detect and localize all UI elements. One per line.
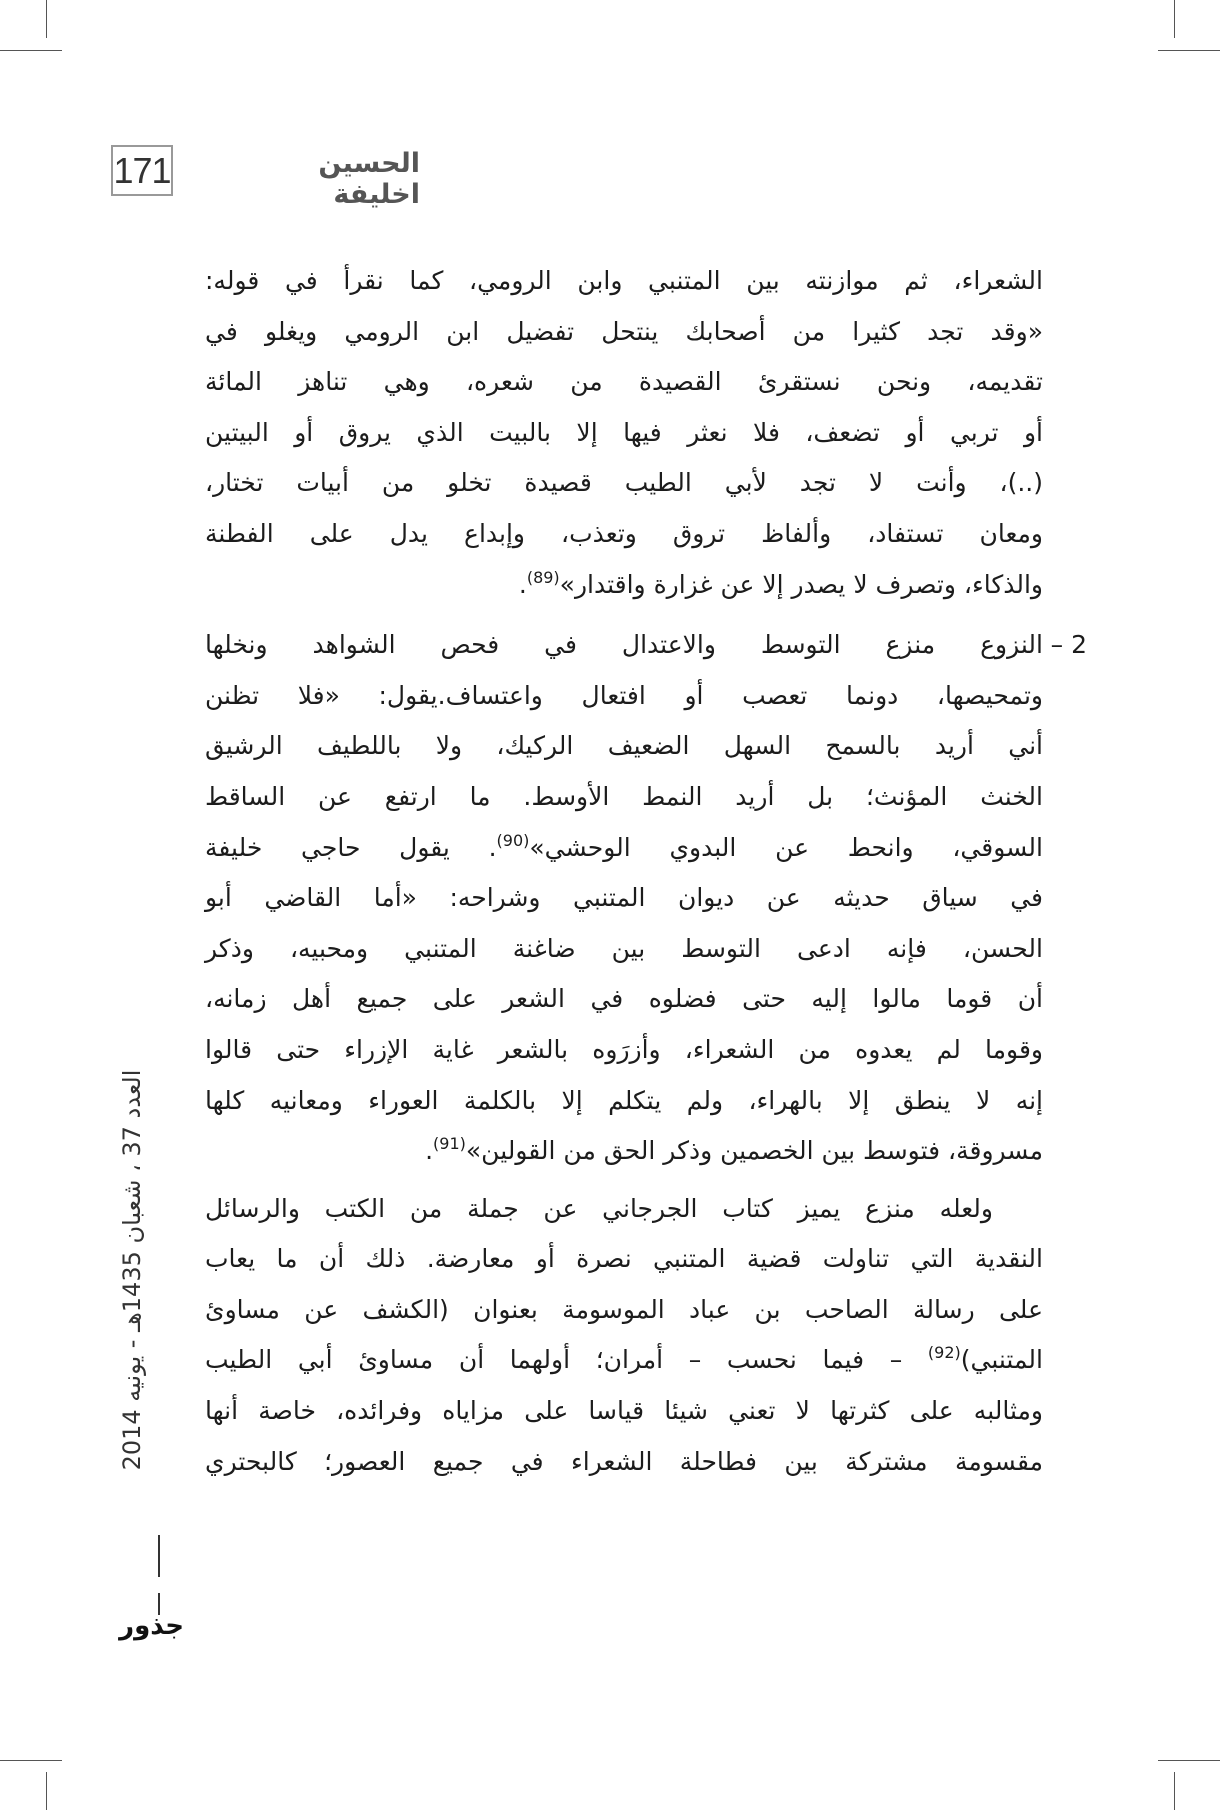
list-item-2 [205,620,1087,1177]
text-run: . يقول حاجي خليفة [205,832,497,862]
text-line: أني أريد بالسمح السهل الضعيف الركيك، ولا باللطيف الرشيق [205,731,1043,761]
text-line: ومثالبه على كثرتها لا تعني شيئا قياسا على مزاياه وفرائده، خاصة أنها [205,1396,1043,1426]
crop-mark [46,0,47,38]
text-line: أو تربي أو تضعف، فلا نعثر فيها إلا بالبيت الذي يروق أو البيتين [205,417,1043,447]
text-line: أن قوما مالوا إليه حتى فضلوه في الشعر على جميع أهل زمانه، [205,984,1043,1014]
issue-info: العدد 37 ، شعبان 1435هـ - يونيه 2014 [118,1069,146,1471]
text-line: مقسومة مشتركة بين فطاحلة الشعراء في جميع العصور؛ كالبحتري [205,1446,1043,1476]
text-line: وقوما لم يعدوه من الشعراء، وأزرَوه بالشعر غاية الإزراء حتى قالوا [205,1034,1043,1064]
running-header-author: الحسين اخليفة [318,148,420,210]
text-line: إنه لا ينطق إلا بالهراء، ولم يتكلم إلا بالكلمة العوراء ومعانيه كلها [205,1085,1043,1115]
crop-mark [1158,1760,1220,1761]
paragraph-3 [205,1184,1043,1488]
text-run: والذكاء، وتصرف لا يصدر إلا عن غزارة واقتدار» [559,569,1043,599]
text-line: (..)، وأنت لا تجد لأبي الطيب قصيدة تخلو من أبيات تختار، [205,468,1043,498]
crop-mark [0,50,62,51]
crop-mark [0,1760,62,1761]
page-number: 171 [111,145,173,196]
text-line: تقديمه، ونحن نستقرئ القصيدة من شعره، وهي تناهز المائة [205,367,1043,397]
text-line: الحسن، فإنه ادعى التوسط بين ضاغنة المتنبي ومحبيه، وذكر [205,933,1043,963]
footnote-ref: (92) [927,1343,961,1363]
text-line: على رسالة الصاحب بن عباد الموسومة بعنوان (الكشف عن مساوئ [205,1294,1043,1324]
text-line: ولعله منزع يميز كتاب الجرجاني عن جملة من الكتب والرسائل [205,1193,993,1223]
text-line: النقدية التي تناولت قضية المتنبي نصرة أو معارضة. ذلك أن ما يعاب [205,1244,1043,1274]
text-line [205,1126,1043,1177]
text-run: السوقي، وانحط عن البدوي الوحشي» [529,832,1043,862]
crop-mark [1158,50,1220,51]
crop-mark [1174,1772,1175,1810]
text-line: «وقد تجد كثيرا من أصحابك ينتحل تفضيل ابن الرومي ويغلو في [205,316,1043,346]
journal-logo: جذور [119,1611,184,1641]
text-line: في سياق حديثه عن ديوان المتنبي وشراحه: «أما القاضي أبو [205,883,1043,913]
article-body [205,256,1087,1487]
crop-mark [46,1772,47,1810]
text-line: وتمحيصها، دونما تعصب أو افتعال واعتساف.يقول: «فلا تظنن [205,680,1043,710]
text-run: – فيما نحسب – أمران؛ أولهما أن مساوئ أبي الطيب [205,1345,928,1375]
footnote-ref: (90) [496,830,530,850]
text-line: النزوع منزع التوسط والاعتدال في فحص الشواهد ونخلها [205,630,1043,660]
text-run: . [518,569,527,599]
text-run: . [425,1136,434,1166]
crop-mark [1174,0,1175,38]
list-number: 2 – [1050,630,1087,660]
text-run: المتنبي) [960,1345,1043,1375]
text-line [205,560,1043,611]
footnote-ref: (89) [526,567,560,587]
paragraph-1 [205,256,1043,610]
footnote-ref: (91) [433,1134,466,1154]
margin-rule [158,1535,160,1577]
text-line: الشعراء، ثم موازنته بين المتنبي وابن الرومي، كما نقرأ في قوله: [205,266,1043,295]
text-line: الخنث المؤنث؛ بل أريد النمط الأوسط. ما ارتفع عن الساقط [205,781,1043,811]
text-line: ومعان تستفاد، وألفاظ تروق وتعذب، وإبداع يدل على الفطنة [205,518,1043,548]
text-run: مسروقة، فتوسط بين الخصمين وذكر الحق من القولين» [465,1136,1043,1166]
text-line [205,1335,1043,1386]
text-line [205,823,1043,874]
